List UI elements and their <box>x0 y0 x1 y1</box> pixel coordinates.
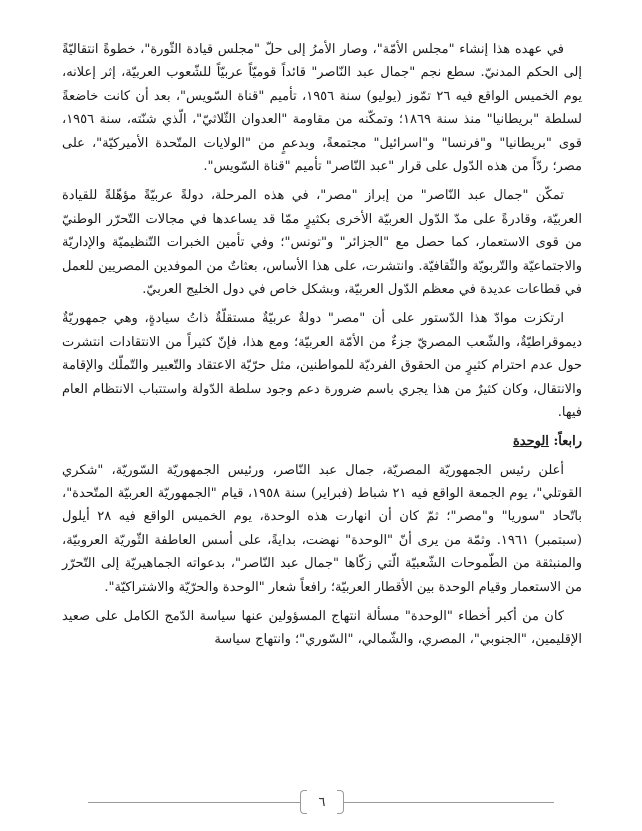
paragraph-2: تمكّن "جمال عبد النّاصر" من إبراز "مصر"، في هذه المرحلة، دولةً عربيّةً مؤهّلةً للقيادة العربيّة، وقادرةً على مدّ الدّول العربيّة الأخرى بكثيرٍ ممّا قد يساعدها في مجالات التّحرّر الوطنيّ من قوى الاستعمار، كما حصل مع "الجزائر" و"تونس"؛ وفي تأمين الخبرات التّنظيميّة والإداريّة والاجتماعيّة والتّربويّة والثّقافيّة. وانتشرت، على هذا الأساس، بعثاتٌ من الموفدين المصريين للعمل في قطاعات عديدة في معظم الدّول العربيّة، وبشكل خاص في دول الخليج العربيّ. <box>62 188 582 298</box>
paragraph-4: أعلن رئيس الجمهوريّة المصريّة، جمال عبد النّاصر، ورئيس الجمهوريّة السّوريّة، "شكري القوتلي"، يوم الجمعة الواقع فيه ٢١ شباط (فبراير) سنة ١٩٥٨، قيام "الجمهوريّة العربيّة المتّحدة"، باتّحاد "سوريا" و"مصر"؛ ثمّ كان أن انهارت هذه الوحدة، يوم الخميس الواقع فيه ٢٨ أيلول (سبتمبر) ١٩٦١. وثمّة من يرى أنّ "الوحدة" نهضت، بدايةً، على أسس العاطفة الثّوريّة العروبيّة، والمنبثقة من الطّموحات الشّعبيّة الّتي زكّاها "جمال عبد النّاصر"، بدعواته الجماهيريّة إلى التّحرّر من الاستعمار وقيام الوحدة بين الأقطار العربيّة؛ رافعاً شعار "الوحدة والحرّيّة والاشتراكيّة". <box>62 462 583 595</box>
paragraph-5: كان من أكبر أخطاء "الوحدة" مسألة انتهاج المسؤولين عنها سياسة الدّمج الكامل على صعيد الإقليمين، "الجنوبي"، المصري، والشّمالي، "السّوري"؛ وانتهاج سياسة <box>62 608 582 648</box>
section-heading <box>62 431 582 453</box>
page-number-frame <box>300 790 344 814</box>
paragraph-3: ارتكزت موادّ هذا الدّستور على أن "مصر" دولةٌ عربيّةٌ مستقلّةٌ ذاتُ سيادةٍ، وهي جمهوريّةٌ ديموقراطيّةٌ، والشّعب المصريّ جزءٌ من الأمّة العربيّة؛ ومع هذا، فإنّ كثيراً من الانتقادات انتشرت حول عدم احترام كثيرٍ من الحقوق الفرديّة للمواطنين، مثل حرّيّة الاعتقاد والتّعبير والتّملّك والإقامة والانتقال، وكان كثيرٌ من هذا يجري باسم ضرورة دعم وجود سلطة الدّولة واستتباب الانتظام العام فيها. <box>62 311 582 421</box>
page-number: ٦ <box>318 794 326 810</box>
section-heading-number: رابعاً: <box>553 433 582 449</box>
section-heading-label: الوحدة <box>512 433 549 449</box>
footer-rule-left <box>88 802 300 803</box>
document-page <box>62 38 582 658</box>
page-number-bracket-left <box>300 790 307 814</box>
footer-rule-right <box>344 802 554 803</box>
page-number-bracket-right <box>337 790 344 814</box>
paragraph-1: في عهده هذا إنشاء "مجلس الأمّة"، وصار الأمرُ إلى حلّ "مجلس قيادة الثّورة"، خطوةً انتقاليّةً إلى الحكم المدنيّ. سطع نجم "جمال عبد النّاصر" قائداً قوميّاً عربيّاً للشّعوب العربيّة، إثر إعلانه، يوم الخميس الواقع فيه ٢٦ تمّوز (يوليو) سنة ١٩٥٦، تأميم "قناة السّويس"، بعد أن كانت خاضعةً لسلطة "بريطانيا" منذ سنة ١٨٦٩؛ وتمكّنه من مقاومة "العدوان الثّلاثيّ"، الّذي شنّته، سنة ١٩٥٦، قوى "بريطانيا" و"فرنسا" و"اسرائيل" مجتمعةً، وبدعمٍ من "الولايات المتّحدة الأميركيّة"، على مصر؛ ردّاً من هذه الدّول على قرار "عبد النّاصر" تأميم "قناة السّويس". <box>62 42 582 175</box>
